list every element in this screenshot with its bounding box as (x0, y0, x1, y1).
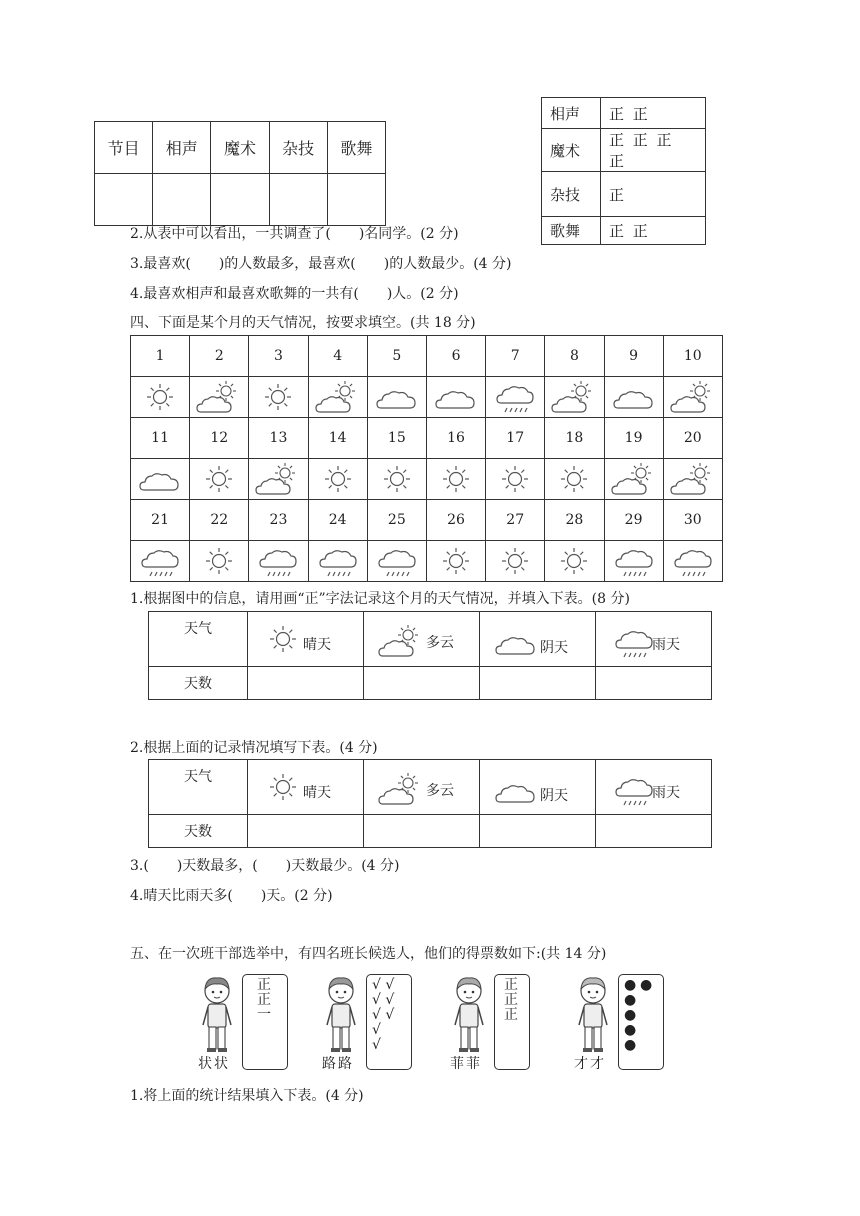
day-number: 25 (367, 500, 426, 541)
program-header: 相声 (153, 122, 211, 174)
record-type-label: 多云 (426, 635, 454, 651)
rain-icon (249, 541, 308, 582)
partly-cloudy-icon (378, 772, 424, 806)
vote-tally-mark: √ √ (372, 977, 395, 993)
tally-marks: 正 正 正 正 (601, 129, 706, 172)
sunny-icon (190, 459, 249, 500)
sunny-icon (268, 772, 298, 802)
program-header: 歌舞 (327, 122, 385, 174)
section-4-question-1: 1.根据图中的信息，请用画“正”字法记录这个月的天气情况，并填入下表。(8 分) (130, 591, 630, 607)
cloudy-icon (604, 377, 663, 418)
section-4-question-3: 3.( )天数最多，( )天数最少。(4 分) (130, 858, 400, 874)
cloudy-icon (426, 377, 485, 418)
record-type-partly (364, 760, 480, 815)
day-number: 14 (308, 418, 367, 459)
record-type-label: 晴天 (303, 785, 331, 801)
rain-icon (663, 541, 722, 582)
day-number: 2 (190, 336, 249, 377)
record-type-label: 阴天 (540, 640, 568, 656)
tally-marks: 正 (601, 172, 706, 217)
day-number: 18 (545, 418, 604, 459)
day-number: 11 (131, 418, 190, 459)
question-3-3: 3.最喜欢( )的人数最多，最喜欢( )的人数最少。(4 分) (130, 256, 512, 272)
sunny-icon (249, 377, 308, 418)
candidate-name: 状状 (198, 1056, 230, 1072)
record-header-label: 天气 (149, 760, 248, 815)
program-header: 杂技 (269, 122, 327, 174)
rain-icon (604, 541, 663, 582)
record-type-rain (596, 760, 712, 815)
section-5-title: 五、在一次班干部选举中，有四名班长候选人，他们的得票数如下:(共 14 分) (130, 946, 607, 962)
program-header: 魔术 (211, 122, 269, 174)
day-number: 3 (249, 336, 308, 377)
day-number: 29 (604, 500, 663, 541)
candidate-figure (196, 975, 238, 1061)
tally-marks: 正 正 (601, 98, 706, 129)
record-type-label: 晴天 (303, 637, 331, 653)
vote-tally-mark: ● (624, 1022, 637, 1038)
cloudy-icon (494, 776, 538, 806)
tally-table-clip (541, 97, 710, 240)
program-table (94, 121, 386, 226)
day-number: 22 (190, 500, 249, 541)
partly-cloudy-icon (308, 377, 367, 418)
sunny-icon (190, 541, 249, 582)
partly-cloudy-icon (378, 624, 424, 658)
weather-record-table-1 (148, 611, 712, 700)
record-type-rain (596, 612, 712, 667)
day-number: 1 (131, 336, 190, 377)
day-number: 12 (190, 418, 249, 459)
candidate-name: 菲菲 (450, 1056, 482, 1072)
sunny-icon (308, 459, 367, 500)
cloudy-icon (367, 377, 426, 418)
day-number: 21 (131, 500, 190, 541)
record-header-label: 天气 (149, 612, 248, 667)
cloudy-icon (494, 628, 538, 658)
record-row-label: 天数 (149, 815, 248, 848)
vote-tally-mark: √ √ (372, 992, 395, 1008)
question-3-4: 4.最喜欢相声和最喜欢歌舞的一共有( )人。(2 分) (130, 286, 459, 302)
partly-cloudy-icon (663, 459, 722, 500)
partly-cloudy-icon (545, 377, 604, 418)
section-4-question-2: 2.根据上面的记录情况填写下表。(4 分) (130, 740, 378, 756)
day-number: 5 (367, 336, 426, 377)
vote-tally-mark: √ √ (372, 1007, 395, 1023)
sunny-icon (545, 541, 604, 582)
rain-icon (131, 541, 190, 582)
candidate-figure (572, 975, 614, 1061)
vote-tally-mark: ● (624, 992, 637, 1008)
weather-record-table-2 (148, 759, 712, 848)
day-number: 26 (426, 500, 485, 541)
tally-item: 杂技 (542, 172, 601, 217)
record-type-sunny (248, 612, 364, 667)
day-number: 6 (426, 336, 485, 377)
section-4-question-4: 4.晴天比雨天多( )天。(2 分) (130, 888, 333, 904)
record-type-label: 阴天 (540, 788, 568, 804)
tally-table (541, 97, 706, 245)
partly-cloudy-icon (663, 377, 722, 418)
vote-tally-mark: ● (624, 977, 637, 993)
sunny-icon (545, 459, 604, 500)
sunny-icon (486, 459, 545, 500)
day-number: 30 (663, 500, 722, 541)
record-row-label: 天数 (149, 667, 248, 700)
tally-marks: 正 正 (601, 217, 706, 245)
tally-item: 歌舞 (542, 217, 601, 245)
sunny-icon (486, 541, 545, 582)
day-number: 8 (545, 336, 604, 377)
day-number: 9 (604, 336, 663, 377)
day-number: 27 (486, 500, 545, 541)
candidate-name: 才才 (574, 1056, 606, 1072)
record-type-label: 雨天 (652, 637, 680, 653)
rain-icon (614, 624, 654, 660)
vote-tally-mark: 正 (504, 977, 518, 993)
day-number: 23 (249, 500, 308, 541)
day-number: 16 (426, 418, 485, 459)
vote-tally-mark: √ (372, 1022, 381, 1038)
sunny-icon (426, 541, 485, 582)
sunny-icon (426, 459, 485, 500)
day-number: 17 (486, 418, 545, 459)
vote-tally-mark: 正 (257, 992, 271, 1008)
rain-icon (614, 772, 654, 808)
rain-icon (367, 541, 426, 582)
vote-tally-mark: 正 (504, 1007, 518, 1023)
tally-item: 相声 (542, 98, 601, 129)
record-type-cloudy (480, 612, 596, 667)
day-number: 10 (663, 336, 722, 377)
candidate-figure (320, 975, 362, 1061)
vote-tally-mark: ● (624, 1007, 637, 1023)
day-number: 13 (249, 418, 308, 459)
partly-cloudy-icon (249, 459, 308, 500)
vote-tally-mark: 正 (257, 977, 271, 993)
day-number: 20 (663, 418, 722, 459)
day-number: 24 (308, 500, 367, 541)
rain-icon (486, 377, 545, 418)
vote-tally-mark: 正 (504, 992, 518, 1008)
day-number: 15 (367, 418, 426, 459)
record-type-label: 多云 (426, 783, 454, 799)
record-type-cloudy (480, 760, 596, 815)
rain-icon (308, 541, 367, 582)
record-type-label: 雨天 (652, 785, 680, 801)
record-type-partly (364, 612, 480, 667)
cloudy-icon (131, 459, 190, 500)
sunny-icon (367, 459, 426, 500)
vote-tally-mark: √ (372, 1037, 381, 1053)
sunny-icon (268, 624, 298, 654)
partly-cloudy-icon (604, 459, 663, 500)
day-number: 28 (545, 500, 604, 541)
vote-tally-mark: 一 (257, 1007, 271, 1023)
vote-tally-mark: ● (640, 977, 653, 993)
record-type-sunny (248, 760, 364, 815)
tally-item: 魔术 (542, 129, 601, 172)
day-number: 7 (486, 336, 545, 377)
question-3-2: 2.从表中可以看出，一共调查了( )名同学。(2 分) (130, 226, 459, 242)
vote-tally-mark: ● (624, 1037, 637, 1053)
section-5-question-1: 1.将上面的统计结果填入下表。(4 分) (130, 1088, 364, 1104)
section-4-title: 四、下面是某个月的天气情况，按要求填空。(共 18 分) (130, 315, 476, 331)
sunny-icon (131, 377, 190, 418)
partly-cloudy-icon (190, 377, 249, 418)
weather-grid (130, 335, 723, 582)
day-number: 19 (604, 418, 663, 459)
candidate-name: 路路 (322, 1056, 354, 1072)
day-number: 4 (308, 336, 367, 377)
candidate-figure (448, 975, 490, 1061)
program-table-clip (94, 121, 386, 188)
program-header: 节目 (95, 122, 153, 174)
